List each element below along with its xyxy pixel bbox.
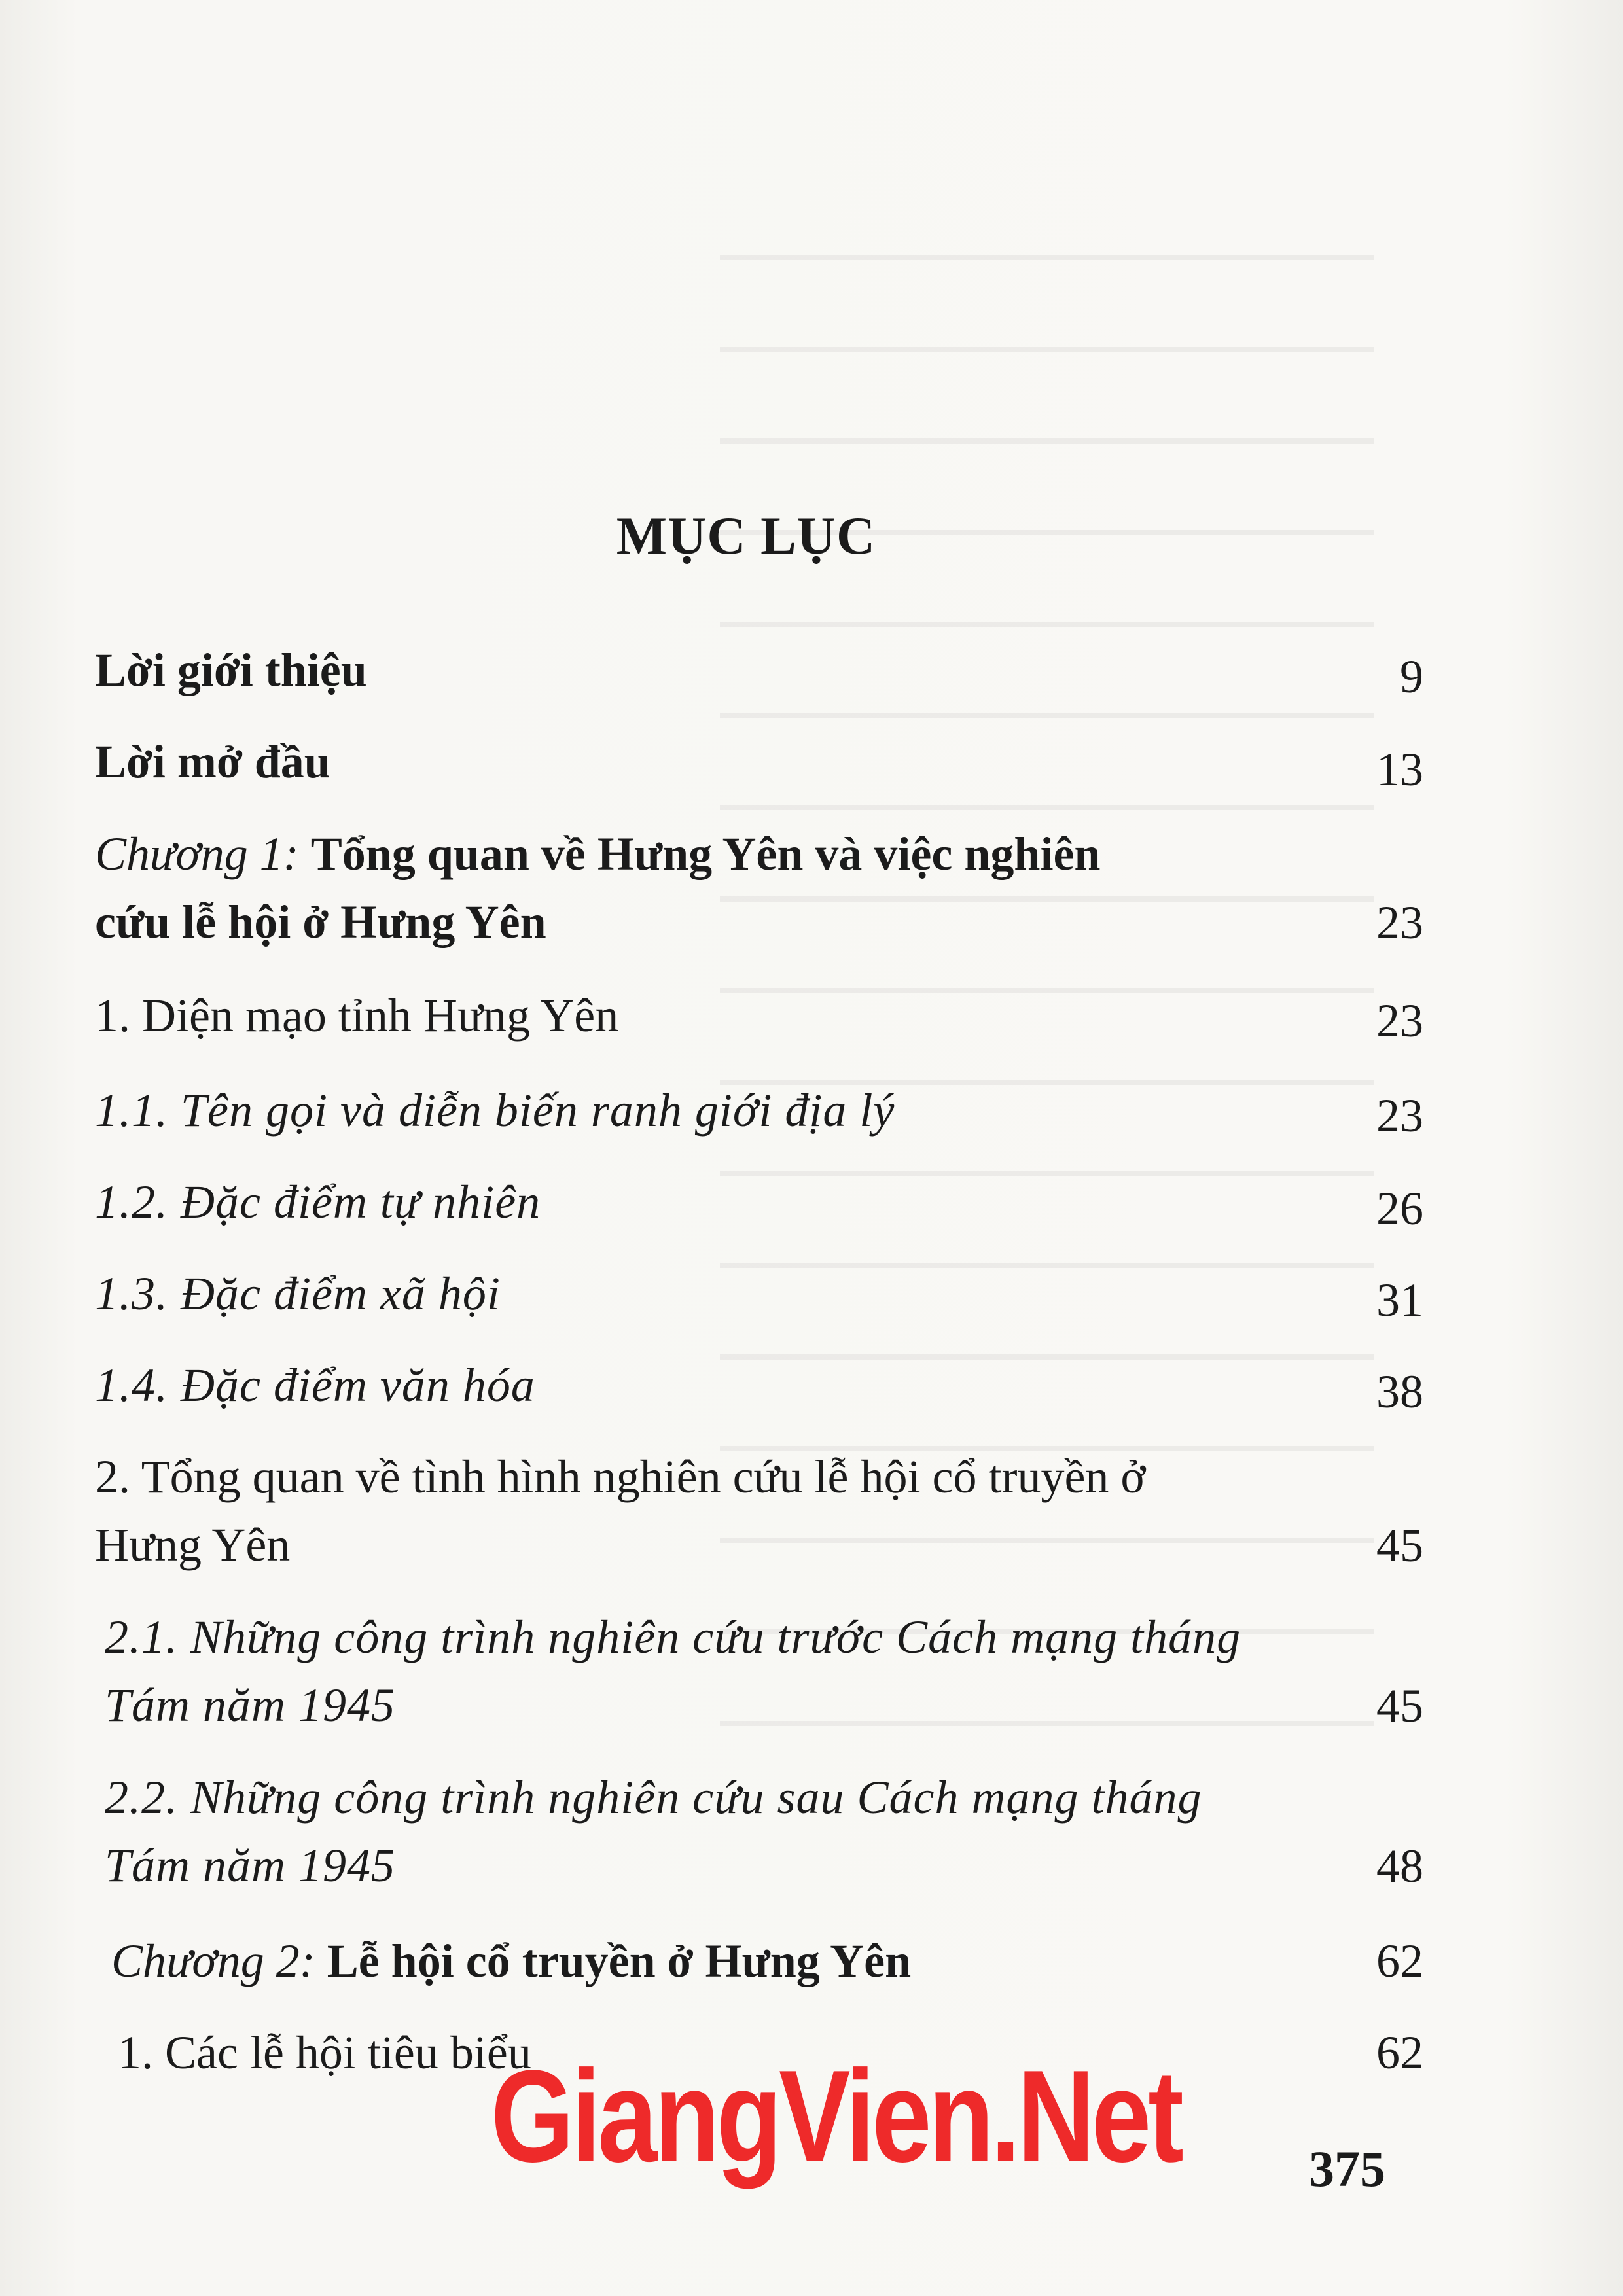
chapter-prefix: Chương 2: bbox=[111, 1935, 315, 1987]
toc-entry-text: 1.1. Tên gọi và diễn biến ranh giới địa lý bbox=[95, 1084, 895, 1137]
toc-chapter-entry bbox=[111, 1927, 1423, 1995]
site-watermark: GiangVien.Net bbox=[491, 2043, 1181, 2189]
toc-entry-page: 23 bbox=[1376, 896, 1423, 949]
toc-entry bbox=[105, 1763, 1423, 1899]
toc-entry-page: 45 bbox=[1376, 1680, 1423, 1732]
toc-entry-text: 1.3. Đặc điểm xã hội bbox=[95, 1267, 501, 1320]
toc-entry-page: 62 bbox=[1376, 1935, 1423, 1987]
toc-entry-text: 1.2. Đặc điểm tự nhiên bbox=[95, 1176, 541, 1228]
toc-chapter-entry bbox=[95, 820, 1423, 956]
toc-entry-text: 2.2. Những công trình nghiên cứu sau Cách mạng tháng Tám năm 1945 bbox=[105, 1771, 1202, 1892]
toc-entry bbox=[95, 636, 1423, 704]
toc-entry-text: 1. Diện mạo tỉnh Hưng Yên bbox=[95, 989, 619, 1042]
toc-entry bbox=[95, 1168, 1423, 1236]
toc-entry-page: 62 bbox=[1376, 2026, 1423, 2079]
toc-entry bbox=[95, 981, 1423, 1050]
toc-entry-text: 2.1. Những công trình nghiên cứu trước Cách mạng tháng Tám năm 1945 bbox=[105, 1611, 1241, 1731]
page-title: MỤC LỤC bbox=[616, 506, 876, 565]
toc-entry-page: 48 bbox=[1376, 1840, 1423, 1892]
toc-entry-page: 31 bbox=[1376, 1274, 1423, 1326]
toc-entry-text: Lễ hội cổ truyền ở Hưng Yên bbox=[327, 1935, 912, 1987]
toc-entry bbox=[95, 1260, 1423, 1328]
toc-entry-text: 2. Tổng quan về tình hình nghiên cứu lễ hội cổ truyền ở Hưng Yên bbox=[95, 1451, 1146, 1571]
toc-entry bbox=[105, 1603, 1423, 1739]
toc-entry-page: 23 bbox=[1376, 995, 1423, 1047]
chapter-prefix: Chương 1: bbox=[95, 828, 299, 880]
toc-entry-text: Tổng quan về Hưng Yên và việc nghiên cứu lễ hội ở Hưng Yên bbox=[95, 828, 1101, 948]
toc-entry bbox=[95, 1443, 1423, 1579]
toc-entry-page: 38 bbox=[1376, 1366, 1423, 1418]
toc-entry bbox=[95, 1076, 1423, 1144]
toc-entry bbox=[95, 1351, 1423, 1419]
toc-entry-page: 23 bbox=[1376, 1089, 1423, 1142]
toc-entry-page: 26 bbox=[1376, 1182, 1423, 1235]
toc-entry-text: 1.4. Đặc điểm văn hóa bbox=[95, 1359, 535, 1411]
toc-entry-text: Lời giới thiệu bbox=[95, 644, 367, 696]
toc-entry-page: 45 bbox=[1376, 1519, 1423, 1572]
page-number: 375 bbox=[1309, 2140, 1385, 2197]
toc-entry-text: Lời mở đầu bbox=[95, 735, 330, 788]
toc-entry-text: 1. Các lễ hội tiêu biểu bbox=[118, 2026, 531, 2079]
toc-entry bbox=[95, 728, 1423, 796]
toc-entry-page: 9 bbox=[1400, 650, 1423, 703]
toc-entry-page: 13 bbox=[1376, 743, 1423, 796]
